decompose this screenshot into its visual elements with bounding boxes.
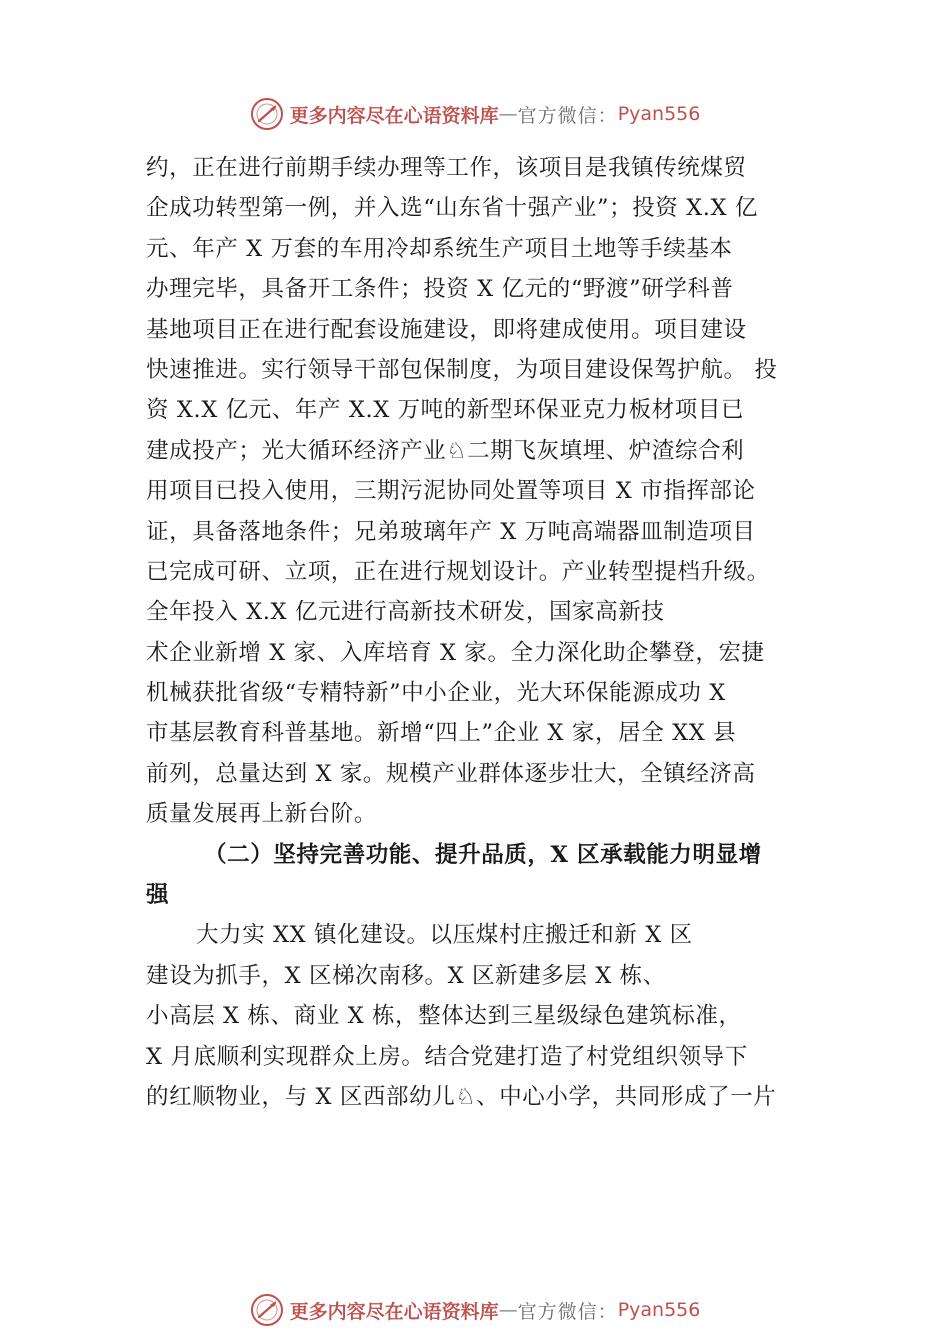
- text-line: 元、年产 X 万套的车用冷却系统生产项目土地等手续基本: [146, 235, 733, 262]
- paragraph-first-line: 大力实 XX 镇化建设。以压煤村庄搬迁和新 X 区: [196, 922, 693, 949]
- text-line: 全年投入 X.X 亿元进行高新技术研发，国家高新技: [146, 599, 665, 626]
- watermark-official-label: 官方微信：: [517, 104, 618, 127]
- section-heading-continued: 强: [146, 882, 170, 909]
- watermark-separator: —: [498, 1299, 518, 1321]
- text-line: 建设为抓手，X 区梯次南移。X 区新建多层 X 栋、: [146, 962, 666, 989]
- text-line: 约，正在进行前期手续办理等工作，该项目是我镇传统煤贸: [146, 155, 747, 181]
- text-line: 用项目已投入使用，三期污泥协同处置等项目 X 市指挥部论: [146, 478, 756, 505]
- text-line: 机械获批省级“专精特新”中小企业，光大环保能源成功 X: [146, 680, 726, 707]
- section-heading: （二）坚持完善功能、提升品质，X 区承载能力明显增: [204, 841, 762, 868]
- text-line: 建成投产；光大循环经济产业♘二期飞灰填埋、炉渣综合利: [146, 437, 745, 464]
- text-line: 基地项目正在进行配套设施建设，即将建成使用。项目建设: [146, 316, 747, 343]
- seal-logo-icon: [250, 1293, 284, 1327]
- footer-watermark: [0, 1290, 950, 1330]
- text-line: 术企业新增 X 家、入库培育 X 家。全力深化助企攀登，宏捷: [146, 639, 765, 666]
- text-line: 企成功转型第一例，并入选“山东省十强产业”；投资 X.X 亿: [146, 195, 758, 222]
- text-line: 快速推进。实行领导干部包保制度，为项目建设保驾护航。 投: [146, 356, 778, 383]
- seal-logo-icon: [250, 97, 284, 131]
- text-line: 的红顺物业，与 X 区西部幼儿♘、中心小学，共同形成了一片: [146, 1083, 777, 1110]
- text-line: 前列，总量达到 X 家。规模产业群体逐步壮大，全镇经济高: [146, 760, 756, 787]
- text-line: 市基层教育科普基地。新增“四上”企业 X 家，居全 XX 县: [146, 720, 737, 747]
- watermark-wechat-id: Pyan556: [617, 1299, 701, 1321]
- text-line: 已完成可研、立项，正在进行规划设计。产业转型提档升级。: [146, 558, 770, 585]
- watermark-wechat-id: Pyan556: [617, 103, 701, 125]
- header-watermark: [0, 94, 950, 134]
- text-line: 小高层 X 栋、商业 X 栋，整体达到三星级绿色建筑标准，: [146, 1003, 742, 1030]
- watermark-separator: —: [498, 103, 518, 125]
- text-line: X 月底顺利实现群众上房。结合党建打造了村党组织领导下: [146, 1043, 748, 1070]
- text-line: 资 X.X 亿元、年产 X.X 万吨的新型环保亚克力板材项目已: [146, 397, 745, 424]
- text-line: 办理完毕，具备开工条件；投资 X 亿元的“野渡”研学科普: [146, 276, 734, 303]
- watermark-official-label: 官方微信：: [517, 1300, 618, 1323]
- document-body: [146, 148, 826, 1117]
- watermark-brand: 更多内容尽在心语资料库: [289, 1300, 499, 1323]
- text-line: 证，具备落地条件；兄弟玻璃年产 X 万吨高端器皿制造项目: [146, 518, 756, 545]
- text-line: 质量发展再上新台阶。: [146, 801, 378, 828]
- watermark-brand: 更多内容尽在心语资料库: [289, 104, 499, 127]
